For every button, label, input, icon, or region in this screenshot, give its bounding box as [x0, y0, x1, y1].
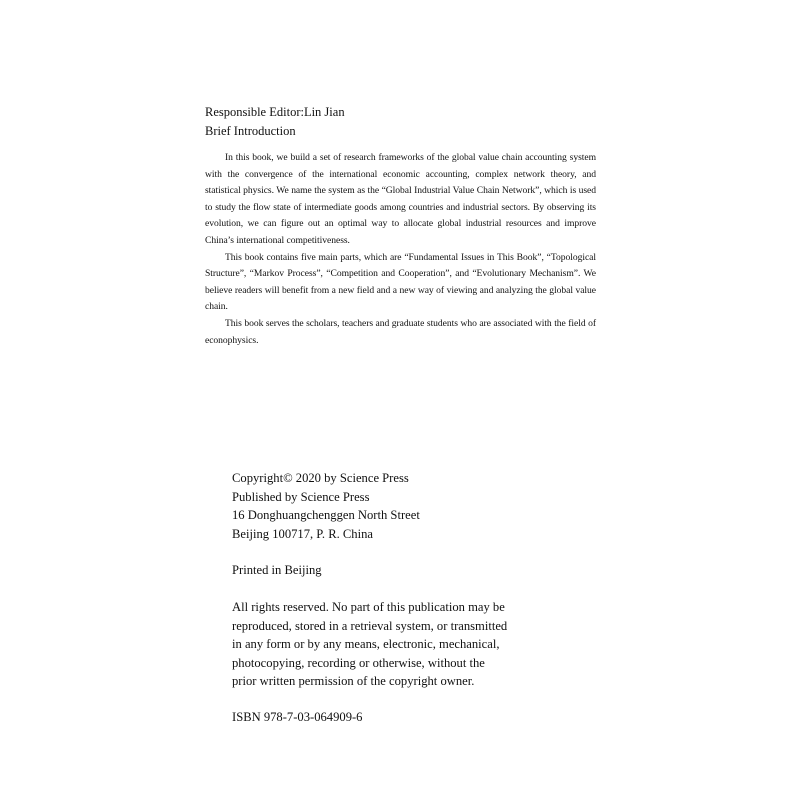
address-city-line: Beijing 100717, P. R. China: [232, 526, 373, 541]
isbn-line: ISBN 978-7-03-064909-6: [232, 709, 363, 724]
copyright-line: Copyright© 2020 by Science Press: [232, 471, 409, 485]
intro-paragraph-2: This book contains five main parts, which are “Fundamental Issues in This Book”, “Topological Structure”, “Markov Process”, “Competition and Cooperation”, and “Evolutionary Mechanism”. We believe readers will benefit from a new field and a new way of viewing and analyzing the global value chain.: [205, 251, 596, 313]
printed-in-line: Printed in Beijing: [232, 563, 322, 578]
rights-line-5: prior written permission of the copyright owner.: [232, 674, 475, 689]
spacer: [232, 543, 532, 561]
publisher-line: Published by Science Press: [232, 489, 370, 504]
rights-line-3: in any form or by any means, electronic, mechanical,: [232, 637, 500, 652]
intro-paragraph-1: In this book, we build a set of research frameworks of the global value chain accounting system with the convergence of the international economic accounting, complex network theory, and statistical physics. We name the system as the “Global Industrial Value Chain Network”, which is used to study the flow state of intermediate goods among countries and industrial sectors. By observing its evolution, we can figure out an optimal way to allocate global industrial resources and improve China’s international competitiveness.: [205, 152, 596, 246]
rights-line-4: photocopying, recording or otherwise, without the: [232, 655, 485, 670]
brief-introduction-heading: Brief Introduction: [205, 124, 296, 138]
introduction-section: [205, 103, 596, 349]
copyright-section: [232, 469, 532, 727]
rights-line-1: All rights reserved. No part of this publication may be: [232, 599, 505, 614]
address-street-line: 16 Donghuangchenggen North Street: [232, 508, 420, 523]
spacer: [232, 580, 532, 598]
rights-line-2: reproduced, stored in a retrieval system, or transmitted: [232, 618, 508, 633]
spacer: [232, 691, 532, 708]
responsible-editor-line: Responsible Editor:Lin Jian: [205, 105, 345, 119]
intro-paragraph-3: This book serves the scholars, teachers and graduate students who are associated with the field of econophysics.: [205, 317, 596, 346]
